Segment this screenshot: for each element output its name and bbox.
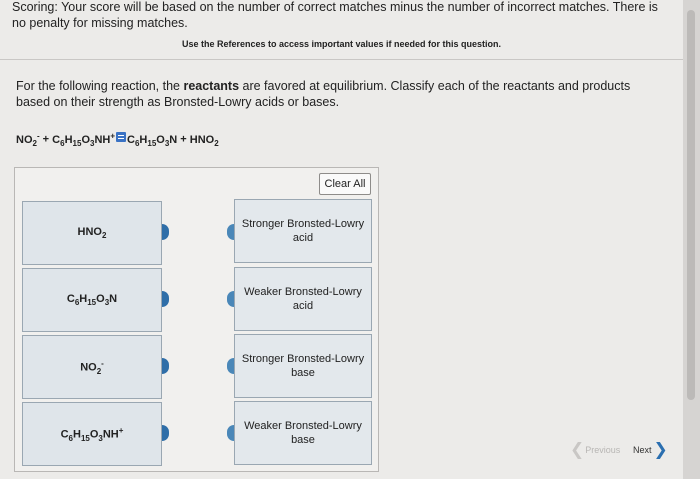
match-item-triethanolammonium[interactable]: $C_6H_{15}O_3NH^+$ bbox=[22, 402, 162, 466]
connector-tab[interactable] bbox=[227, 291, 234, 307]
match-target-weaker-base[interactable]: Weaker Bronsted-Lowry base bbox=[234, 401, 372, 465]
references-note: Use the References to access important values if needed for this question. bbox=[181, 39, 502, 49]
match-item-hno2[interactable]: $HNO_2$ bbox=[22, 201, 162, 265]
reactant-acid: $C_6H_{15}O_3NH^+$ bbox=[52, 131, 116, 148]
connector-tab[interactable] bbox=[227, 425, 234, 441]
connector-tab[interactable] bbox=[227, 224, 234, 240]
scoring-note: Scoring: Your score will be based on the number of correct matches minus the number of incorrect matches. There is no penalty for missing matches. bbox=[12, 0, 658, 30]
match-target-stronger-base[interactable]: Stronger Bronsted-Lowry base bbox=[234, 334, 372, 398]
clear-all-button[interactable]: Clear All bbox=[319, 173, 371, 195]
match-target-stronger-acid[interactable]: Stronger Bronsted-Lowry acid bbox=[234, 199, 372, 263]
reaction-equation: $NO_2^- + C_6H_{15}O_3NH^+$ $C_6H_{15}O_3N + HNO_2$ bbox=[16, 131, 219, 148]
connector-tab[interactable] bbox=[227, 358, 234, 374]
reactant-nitrite: $NO_2^-$ bbox=[16, 131, 40, 148]
equilibrium-arrows-icon[interactable] bbox=[116, 132, 126, 142]
previous-button[interactable]: ❮ Previous bbox=[570, 440, 621, 459]
match-item-triethanolamine[interactable]: $C_6H_{15}O_3N$ bbox=[22, 268, 162, 332]
divider bbox=[0, 59, 683, 60]
next-button[interactable]: Next ❯ bbox=[633, 440, 668, 459]
scrollbar-thumb[interactable] bbox=[687, 10, 695, 400]
match-target-weaker-acid[interactable]: Weaker Bronsted-Lowry acid bbox=[234, 267, 372, 331]
question-instruction: For the following reaction, the reactants are favored at equilibrium. Classify each of the reactants and products based on their strength as Bronsted-Lowry acids or bases. bbox=[16, 79, 631, 109]
chevron-left-icon: ❮ bbox=[570, 440, 585, 459]
product-nitrous-acid: $HNO_2$ bbox=[189, 133, 219, 148]
product-base: $C_6H_{15}O_3N$ bbox=[127, 133, 178, 148]
chevron-right-icon: ❯ bbox=[653, 440, 668, 459]
scrollbar[interactable] bbox=[683, 0, 700, 479]
match-item-nitrite[interactable]: $NO_2^-$ bbox=[22, 335, 162, 399]
